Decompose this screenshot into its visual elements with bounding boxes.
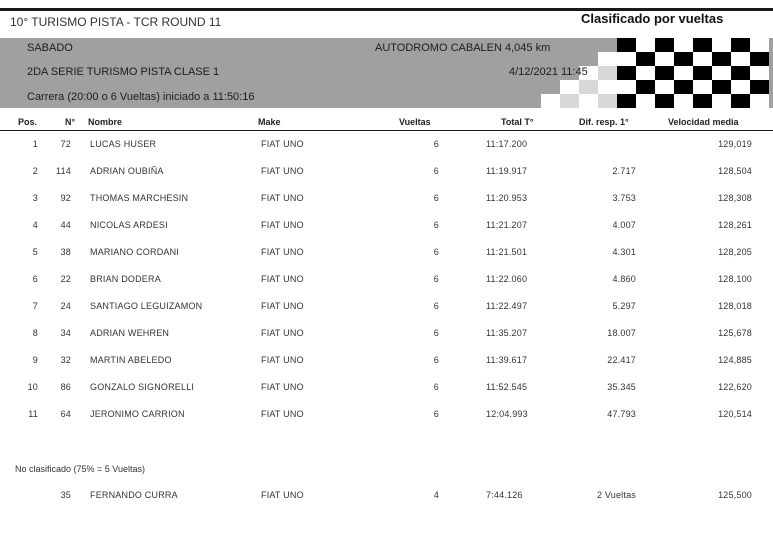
cell-speed: 125,500 <box>718 490 752 500</box>
col-speed: Velocidad media <box>668 117 739 127</box>
cell-laps: 6 <box>433 139 439 149</box>
cell-speed: 128,100 <box>718 274 752 284</box>
cell-name: THOMAS MARCHESIN <box>90 193 189 203</box>
cell-diff: 35.345 <box>607 382 636 392</box>
cell-make: FIAT UNO <box>261 355 304 365</box>
table-row <box>0 355 773 369</box>
col-make: Make <box>258 117 281 127</box>
cell-pos: 11 <box>28 409 38 419</box>
cell-pos: 2 <box>32 166 38 176</box>
cell-laps: 6 <box>433 409 439 419</box>
cell-diff: 3.753 <box>612 193 636 203</box>
race-description: Carrera (20:00 o 6 Vueltas) iniciado a 11:50:16 <box>27 91 255 103</box>
cell-diff: 4.860 <box>612 274 636 284</box>
col-name: Nombre <box>88 117 123 127</box>
cell-laps: 6 <box>433 247 439 257</box>
cell-laps: 6 <box>433 274 439 284</box>
cell-speed: 122,620 <box>718 382 752 392</box>
cell-diff: 4.007 <box>612 220 636 230</box>
cell-num: 24 <box>60 301 71 311</box>
cell-pos: 6 <box>32 274 38 284</box>
cell-speed: 128,205 <box>718 247 752 257</box>
cell-pos: 10 <box>27 382 38 392</box>
cell-total: 12:04.993 <box>486 409 528 419</box>
classification-title: Clasificado por vueltas <box>581 11 724 26</box>
cell-speed: 128,308 <box>718 193 752 203</box>
event-title: 10° TURISMO PISTA - TCR ROUND 11 <box>10 15 222 29</box>
cell-make: FIAT UNO <box>261 247 304 257</box>
cell-laps: 6 <box>433 328 439 338</box>
table-row <box>0 301 773 315</box>
cell-name: NICOLAS ARDESI <box>90 220 168 230</box>
cell-name: ADRIAN OUBIÑA <box>90 166 164 176</box>
race-day: SABADO <box>27 42 73 54</box>
table-row <box>0 382 773 396</box>
cell-speed: 128,504 <box>718 166 752 176</box>
cell-total: 11:52.545 <box>486 382 528 392</box>
cell-diff: 22.417 <box>607 355 636 365</box>
cell-laps: 6 <box>433 166 439 176</box>
cell-laps: 6 <box>433 193 439 203</box>
cell-make: FIAT UNO <box>261 274 304 284</box>
cell-make: FIAT UNO <box>261 409 304 419</box>
cell-name: SANTIAGO LEGUIZAMON <box>90 301 203 311</box>
cell-num: 86 <box>60 382 71 392</box>
col-laps: Vueltas <box>399 117 431 127</box>
cell-pos: 1 <box>32 139 38 149</box>
race-info-banner <box>0 38 773 108</box>
cell-speed: 125,678 <box>718 328 752 338</box>
race-datetime: 4/12/2021 11:45 <box>509 66 588 78</box>
cell-num: 22 <box>60 274 71 284</box>
cell-make: FIAT UNO <box>261 220 304 230</box>
cell-make: FIAT UNO <box>261 193 304 203</box>
cell-make: FIAT UNO <box>261 301 304 311</box>
cell-total: 11:19.917 <box>486 166 528 176</box>
cell-speed: 120,514 <box>718 409 752 419</box>
col-diff: Dif. resp. 1° <box>579 117 629 127</box>
cell-speed: 128,018 <box>718 301 752 311</box>
cell-pos: 4 <box>32 220 38 230</box>
cell-diff: 4.301 <box>612 247 636 257</box>
cell-speed: 124,885 <box>718 355 752 365</box>
cell-num: 32 <box>60 355 71 365</box>
cell-pos: 9 <box>32 355 38 365</box>
table-row <box>0 490 773 504</box>
cell-make: FIAT UNO <box>261 139 304 149</box>
cell-name: BRIAN DODERA <box>90 274 161 284</box>
cell-name: JERONIMO CARRION <box>90 409 185 419</box>
cell-num: 64 <box>60 409 71 419</box>
cell-total: 11:20.953 <box>486 193 528 203</box>
cell-make: FIAT UNO <box>261 328 304 338</box>
cell-num: 114 <box>56 166 71 176</box>
table-row <box>0 193 773 207</box>
cell-name: ADRIAN WEHREN <box>90 328 170 338</box>
cell-laps: 6 <box>433 382 439 392</box>
cell-num: 92 <box>60 193 71 203</box>
col-total: Total T° <box>501 117 534 127</box>
table-row <box>0 220 773 234</box>
table-row <box>0 247 773 261</box>
cell-laps: 6 <box>433 355 439 365</box>
cell-laps: 4 <box>433 490 439 500</box>
series-name: 2DA SERIE TURISMO PISTA CLASE 1 <box>27 66 220 78</box>
table-row <box>0 166 773 180</box>
cell-name: LUCAS HUSER <box>90 139 157 149</box>
not-classified-label: No clasificado (75% = 5 Vueltas) <box>15 464 145 474</box>
cell-name: FERNANDO CURRA <box>90 490 178 500</box>
cell-num: 35 <box>60 490 71 500</box>
col-num: N° <box>65 117 76 127</box>
cell-make: FIAT UNO <box>261 490 304 500</box>
cell-total: 11:39.617 <box>486 355 528 365</box>
cell-num: 38 <box>60 247 71 257</box>
cell-num: 72 <box>60 139 71 149</box>
table-row <box>0 139 773 153</box>
cell-num: 44 <box>60 220 71 230</box>
cell-speed: 128,261 <box>718 220 752 230</box>
cell-pos: 7 <box>32 301 38 311</box>
cell-total: 11:17.200 <box>486 139 528 149</box>
cell-diff: 5.297 <box>612 301 636 311</box>
cell-diff: 2.717 <box>612 166 636 176</box>
cell-diff: 18.007 <box>607 328 636 338</box>
cell-laps: 6 <box>433 220 439 230</box>
cell-make: FIAT UNO <box>261 382 304 392</box>
cell-total: 11:22.060 <box>486 274 528 284</box>
table-row <box>0 274 773 288</box>
cell-make: FIAT UNO <box>261 166 304 176</box>
cell-total: 11:21.501 <box>486 247 528 257</box>
cell-laps: 6 <box>433 301 439 311</box>
cell-total: 11:21.207 <box>486 220 528 230</box>
cell-num: 34 <box>60 328 71 338</box>
cell-diff: 2 Vueltas <box>597 490 636 500</box>
cell-name: MARIANO CORDANI <box>90 247 180 257</box>
cell-total: 7:44.126 <box>486 490 523 500</box>
cell-total: 11:35.207 <box>486 328 528 338</box>
cell-total: 11:22.497 <box>486 301 528 311</box>
cell-name: GONZALO SIGNORELLI <box>90 382 195 392</box>
cell-speed: 129,019 <box>718 139 752 149</box>
header-rule <box>0 130 773 131</box>
col-pos: Pos. <box>18 117 38 127</box>
table-row <box>0 409 773 423</box>
cell-pos: 8 <box>32 328 38 338</box>
cell-pos: 5 <box>32 247 38 257</box>
cell-pos: 3 <box>32 193 38 203</box>
cell-diff: 47.793 <box>607 409 636 419</box>
cell-name: MARTIN ABELEDO <box>90 355 172 365</box>
table-row <box>0 328 773 342</box>
circuit-name: AUTODROMO CABALEN 4,045 km <box>375 42 551 54</box>
